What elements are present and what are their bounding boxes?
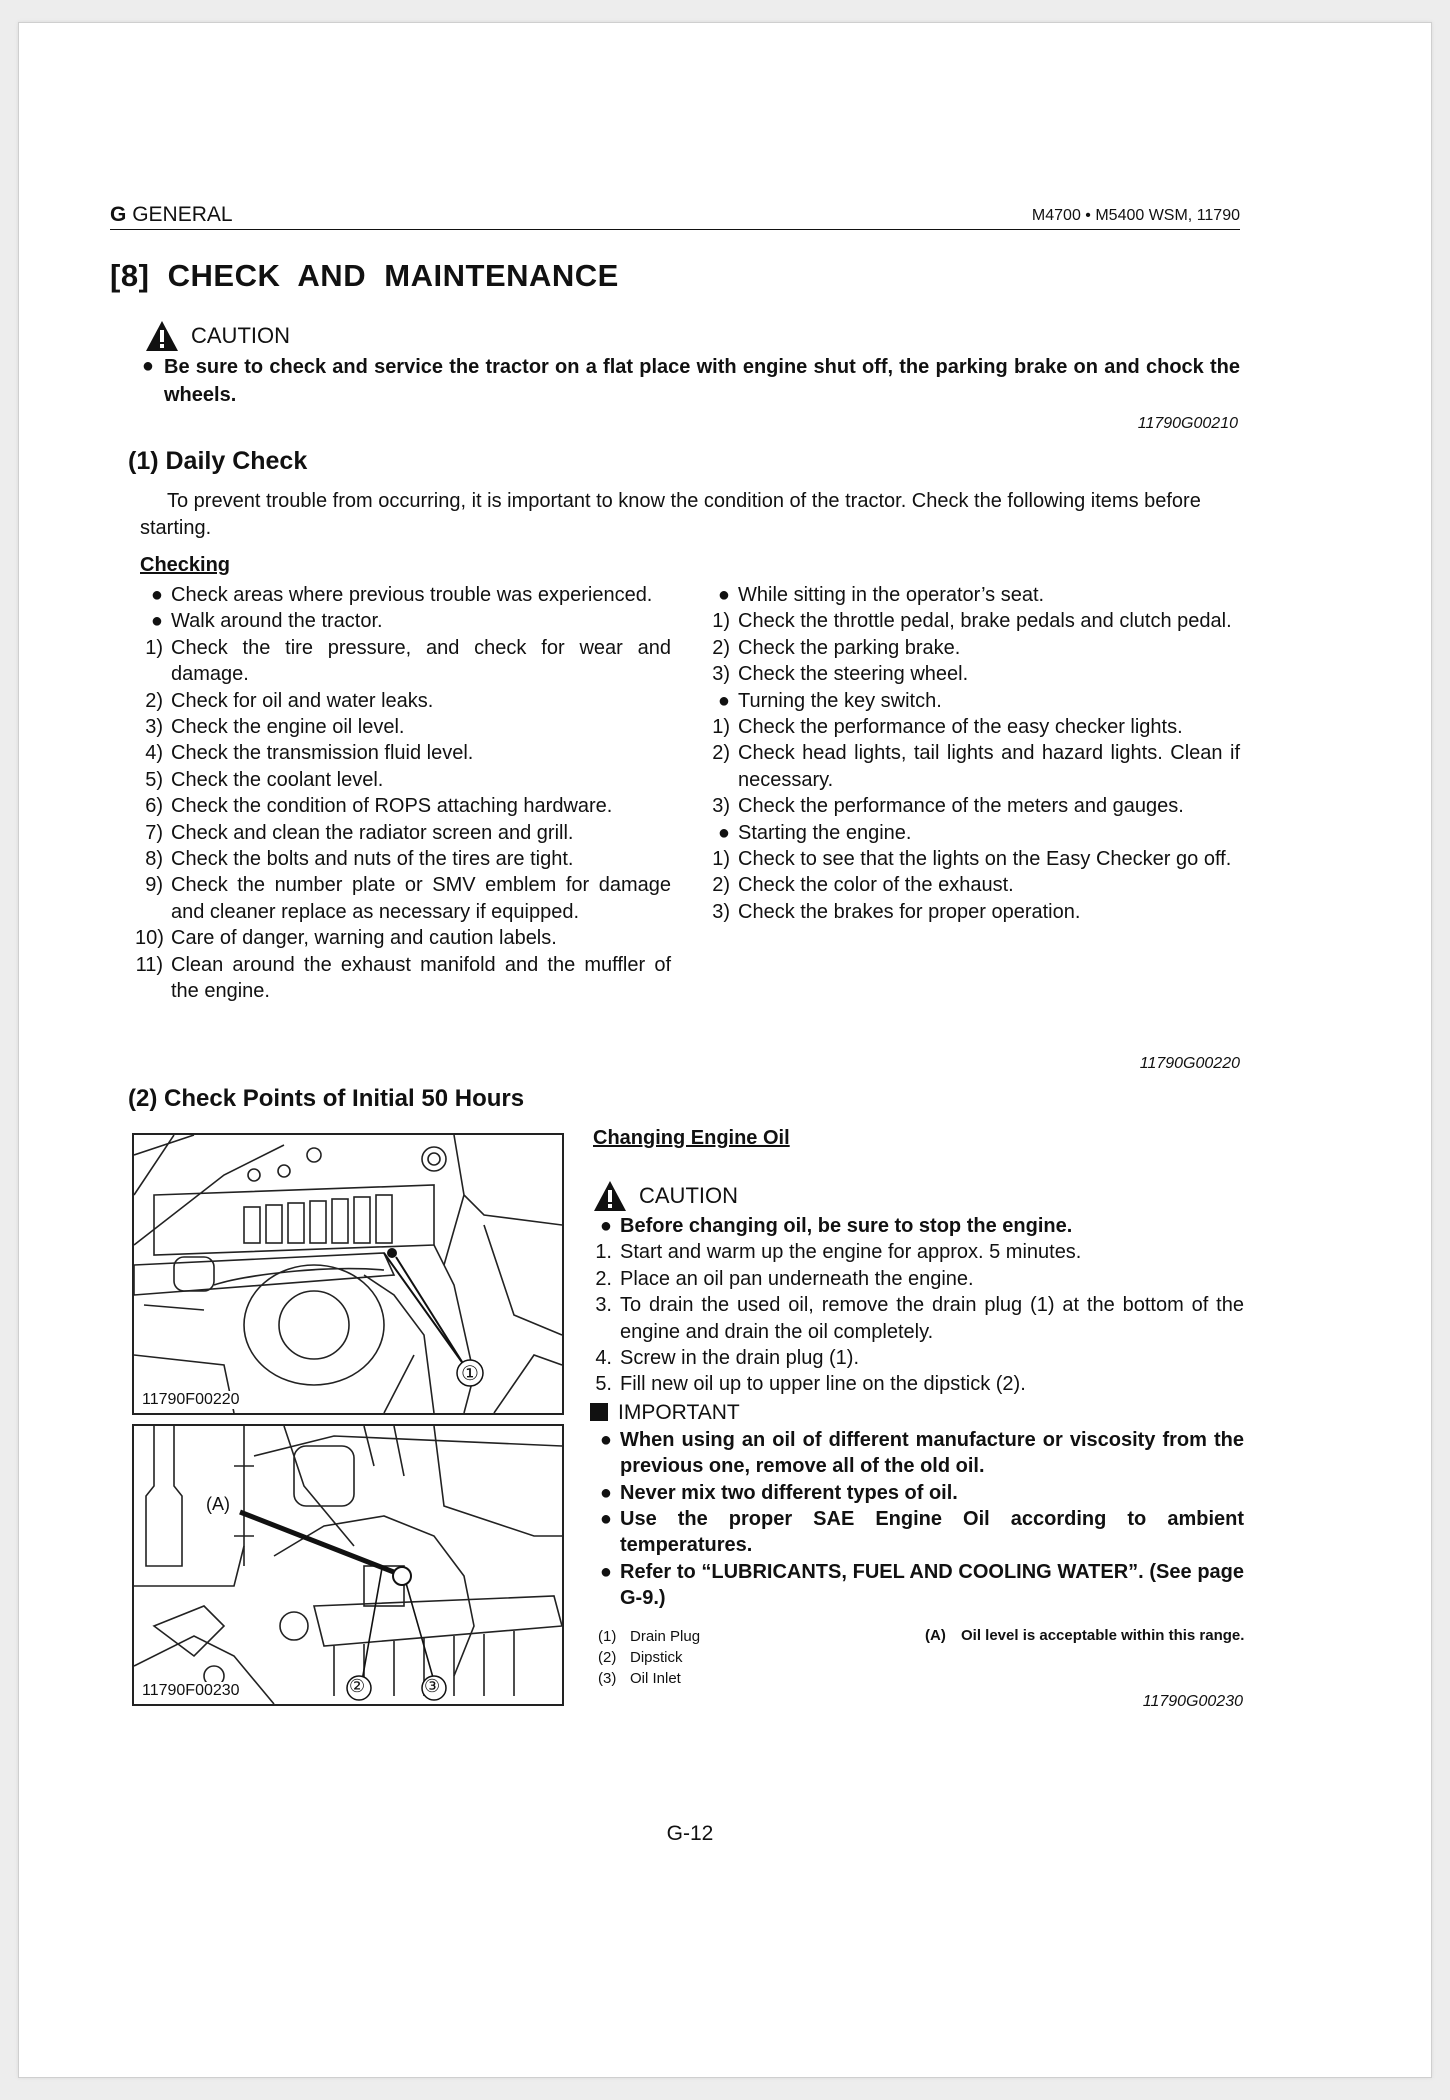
- caution-label: CAUTION: [191, 323, 290, 348]
- list-text: Before changing oil, be sure to stop the engine.: [620, 1215, 1073, 1237]
- list-marker: ●: [717, 821, 730, 844]
- tractor-underside-illustration: [134, 1135, 562, 1413]
- caution-heading: [145, 320, 290, 352]
- list-text: Check the condition of ROPS attaching hardware.: [171, 795, 613, 818]
- header-rule: [110, 229, 1240, 230]
- list-text: Check the tire pressure, and check for wear and damage.: [171, 636, 671, 686]
- figure-1-id: 11790F00220: [142, 1391, 240, 1408]
- list-text: Place an oil pan underneath the engine.: [620, 1267, 974, 1290]
- list-marker: ●: [599, 1428, 612, 1451]
- callout-2: ②: [349, 1676, 366, 1696]
- warning-triangle-icon: [593, 1180, 627, 1212]
- list-marker: 4.: [595, 1347, 612, 1370]
- daily-check-intro: To prevent trouble from occurring, it is important to know the condition of the tractor. Check the following items before starting.: [140, 490, 1201, 539]
- list-text: Check the steering wheel.: [738, 663, 969, 686]
- list-item: [702, 688, 1240, 714]
- list-marker: 10): [135, 927, 164, 950]
- section-header: [110, 203, 233, 227]
- list-text: Check the color of the exhaust.: [738, 874, 1014, 897]
- list-marker: 1.: [595, 1241, 612, 1264]
- list-text: Refer to “LUBRICANTS, FUEL AND COOLING WATER”. (See page G-9.): [620, 1560, 1244, 1610]
- list-text: Check the number plate or SMV emblem for damage and cleaner replace as necessary if equipped.: [171, 874, 671, 923]
- list-marker: 2): [145, 689, 163, 712]
- list-text: While sitting in the operator’s seat.: [738, 584, 1045, 606]
- legend-key: (1): [598, 1628, 617, 1645]
- list-text: Check the brakes for proper operation.: [738, 900, 1081, 923]
- important-marker-icon: [590, 1403, 608, 1421]
- list-text: Check the throttle pedal, brake pedals and clutch pedal.: [738, 610, 1232, 633]
- list-item: [135, 740, 671, 766]
- initial-50-heading: (2) Check Points of Initial 50 Hours: [128, 1085, 525, 1112]
- list-text: Start and warm up the engine for approx. 5 minutes.: [620, 1241, 1082, 1264]
- list-item: [135, 635, 671, 688]
- list-text: Check the coolant level.: [171, 768, 384, 791]
- legend-range: [925, 1625, 1245, 1646]
- list-item: [590, 1427, 1244, 1480]
- list-marker: ●: [717, 584, 730, 606]
- list-item: [590, 1371, 1244, 1397]
- list-marker: 2.: [595, 1267, 612, 1290]
- list-marker: ●: [599, 1215, 612, 1237]
- list-item: [135, 952, 671, 1005]
- list-item: [135, 925, 671, 951]
- list-item: [135, 582, 671, 608]
- list-item: [702, 846, 1240, 872]
- callout-a: (A): [206, 1494, 230, 1514]
- list-item: [590, 1266, 1244, 1292]
- list-marker: 3): [712, 900, 730, 923]
- figure-dipstick: [132, 1424, 564, 1706]
- checking-label: Checking: [140, 554, 231, 576]
- list-text: Check to see that the lights on the Easy Checker go off.: [738, 848, 1232, 871]
- list-item: [135, 846, 671, 872]
- list-text: Fill new oil up to upper line on the dipstick (2).: [620, 1373, 1026, 1396]
- list-item: [702, 661, 1240, 687]
- list-text: Starting the engine.: [738, 821, 912, 844]
- list-text: Check the engine oil level.: [171, 716, 405, 739]
- list-text: Clean around the exhaust manifold and the muffler of the engine.: [171, 953, 671, 1003]
- list-item: [702, 793, 1240, 819]
- section-name: GENERAL: [132, 203, 233, 226]
- list-text: Care of danger, warning and caution labels.: [171, 927, 557, 950]
- list-text: Check head lights, tail lights and hazard lights. Clean if necessary.: [738, 742, 1240, 791]
- list-text: Use the proper SAE Engine Oil according to ambient temperatures.: [620, 1508, 1244, 1557]
- list-marker: 3.: [595, 1294, 612, 1317]
- list-item: [135, 688, 671, 714]
- important-heading: [590, 1399, 1244, 1427]
- list-item: [135, 767, 671, 793]
- list-item: [590, 1292, 1244, 1345]
- list-marker: 2): [712, 636, 730, 659]
- list-marker: 3): [712, 795, 730, 818]
- list-marker: ●: [599, 1560, 612, 1583]
- initial-50-code: 11790G00230: [1142, 1693, 1243, 1710]
- legend-row: [598, 1668, 838, 1689]
- list-item: [702, 635, 1240, 661]
- engine-dipstick-illustration: [134, 1426, 562, 1704]
- list-item: [702, 582, 1240, 608]
- section-letter: G: [110, 203, 127, 226]
- caution-code: 11790G00210: [1137, 415, 1238, 432]
- list-marker: 5.: [595, 1373, 612, 1396]
- list-text: To drain the used oil, remove the drain plug (1) at the bottom of the engine and drain the oil completely.: [620, 1294, 1244, 1343]
- list-text: Check areas where previous trouble was experienced.: [171, 584, 653, 606]
- legend-key: (3): [598, 1670, 617, 1687]
- list-item: [702, 820, 1240, 846]
- list-item: [135, 608, 671, 634]
- list-marker: 8): [145, 848, 163, 871]
- list-marker: 2): [712, 874, 730, 897]
- list-marker: 2): [712, 742, 730, 765]
- list-marker: 7): [145, 821, 163, 844]
- list-item: [590, 1480, 1244, 1506]
- legend-row: [598, 1647, 838, 1668]
- list-marker: ●: [717, 689, 730, 712]
- list-text: Never mix two different types of oil.: [620, 1481, 958, 1504]
- legend-value: Drain Plug: [630, 1628, 701, 1645]
- oil-caution-heading: [593, 1180, 738, 1212]
- daily-left-list: [135, 582, 671, 1005]
- page-number: G-12: [666, 1822, 714, 1845]
- list-marker: 1): [145, 636, 163, 659]
- daily-check-code: 11790G00220: [1139, 1055, 1240, 1072]
- warning-triangle-icon: [145, 320, 179, 352]
- caution-bullet: ● Be sure to check and service the tractor on a flat place with engine shut off, the parking brake on and chock the wheels.: [128, 353, 1240, 409]
- list-marker: 1): [712, 610, 730, 633]
- list-marker: ●: [150, 610, 163, 633]
- oil-change-steps: [590, 1213, 1244, 1612]
- list-item: [135, 872, 671, 925]
- callout-1: ①: [461, 1363, 479, 1385]
- list-item: [590, 1559, 1244, 1612]
- list-marker: ●: [150, 584, 163, 606]
- list-text: Check the parking brake.: [738, 636, 961, 659]
- legend-a-text: Oil level is acceptable within this range.: [961, 1627, 1245, 1644]
- oil-change-title: Changing Engine Oil: [593, 1127, 790, 1149]
- list-text: Check the performance of the easy checker lights.: [738, 716, 1183, 739]
- list-item: [702, 872, 1240, 898]
- daily-right-list: [702, 582, 1240, 925]
- list-marker: 3): [145, 716, 163, 739]
- list-item: [702, 740, 1240, 793]
- list-text: Check for oil and water leaks.: [171, 689, 434, 712]
- figure-legend: [598, 1626, 838, 1689]
- list-marker: ●: [599, 1481, 612, 1504]
- list-item: [135, 820, 671, 846]
- list-marker: 1): [712, 716, 730, 739]
- list-marker: 6): [145, 795, 163, 818]
- legend-a-key: (A): [925, 1627, 946, 1644]
- list-text: Turning the key switch.: [738, 689, 942, 712]
- figure-drain-plug: [132, 1133, 564, 1415]
- list-item: [135, 714, 671, 740]
- legend-row: [598, 1626, 838, 1647]
- list-marker: 11): [135, 953, 163, 976]
- oil-caution-label: CAUTION: [639, 1183, 738, 1208]
- list-marker: 5): [145, 768, 163, 791]
- list-item: [702, 899, 1240, 925]
- daily-check-heading: (1) Daily Check: [128, 447, 308, 475]
- list-marker: 4): [145, 742, 163, 765]
- legend-value: Oil Inlet: [630, 1670, 681, 1687]
- legend-key: (2): [598, 1649, 617, 1666]
- list-marker: ●: [599, 1508, 612, 1531]
- list-item: [702, 714, 1240, 740]
- list-text: Check and clean the radiator screen and grill.: [171, 821, 574, 844]
- legend-value: Dipstick: [630, 1649, 683, 1666]
- page-title: [8] CHECK AND MAINTENANCE: [110, 258, 619, 293]
- list-text: When using an oil of different manufacture or viscosity from the previous one, remove all of the old oil.: [620, 1428, 1244, 1478]
- caution-text: Be sure to check and service the tractor on a flat place with engine shut off, the parking brake on and chock the wheels.: [164, 356, 1240, 406]
- important-label: IMPORTANT: [618, 1400, 740, 1424]
- list-text: Walk around the tractor.: [171, 610, 383, 633]
- list-item: [590, 1213, 1244, 1239]
- list-text: Screw in the drain plug (1).: [620, 1347, 860, 1370]
- list-item: [702, 608, 1240, 634]
- list-text: Check the transmission fluid level.: [171, 742, 474, 765]
- list-item: [590, 1239, 1244, 1265]
- list-item: [135, 793, 671, 819]
- list-text: Check the bolts and nuts of the tires are tight.: [171, 848, 574, 871]
- callout-3: ③: [424, 1676, 441, 1696]
- list-marker: 3): [712, 663, 730, 686]
- figure-2-id: 11790F00230: [142, 1682, 240, 1699]
- list-marker: 1): [712, 848, 730, 871]
- list-text: Check the performance of the meters and gauges.: [738, 795, 1184, 818]
- manual-reference: M4700 • M5400 WSM, 11790: [1031, 207, 1240, 224]
- list-item: [590, 1506, 1244, 1559]
- list-item: [590, 1345, 1244, 1371]
- list-marker: 9): [145, 874, 163, 897]
